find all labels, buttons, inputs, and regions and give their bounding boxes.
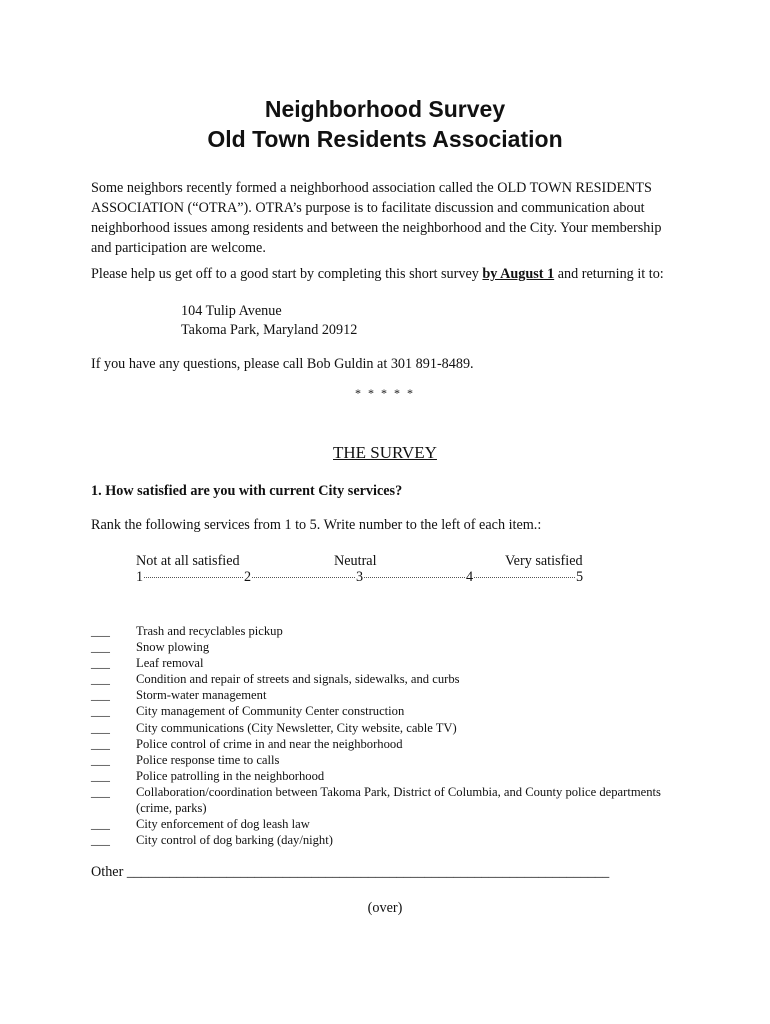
rank-blank[interactable]: ___ — [91, 624, 110, 638]
item-text: City communications (City Newsletter, City website, cable TV) — [136, 720, 457, 735]
address-line-1: 104 Tulip Avenue — [181, 303, 282, 319]
other-field[interactable]: Other ____________________________________________________________________ — [91, 864, 610, 880]
item-text: City control of dog barking (day/night) — [136, 833, 333, 848]
item-text: Police patrolling in the neighborhood — [136, 768, 325, 783]
request-text-after: and returning it to: — [554, 266, 664, 282]
item-text: Condition and repair of streets and signals, sidewalks, and curbs — [136, 672, 460, 687]
question-1: 1. How satisfied are you with current City services? — [91, 483, 403, 499]
list-item — [91, 639, 671, 655]
document-title: Neighborhood Survey — [264, 96, 506, 122]
list-item — [91, 623, 671, 639]
scale-number: 2 — [244, 569, 252, 585]
list-item — [91, 720, 671, 736]
item-text: Collaboration/coordination between Takoma Park, District of Columbia, and County police departments (crime, parks) — [136, 784, 661, 816]
scale-label-low: Not at all satisfied — [136, 553, 240, 569]
item-text: City management of Community Center construction — [136, 704, 405, 719]
item-text: Leaf removal — [136, 656, 204, 671]
address-line-2: Takoma Park, Maryland 20912 — [181, 322, 358, 338]
item-text: City enforcement of dog leash law — [136, 817, 310, 832]
list-item — [91, 832, 671, 848]
document-subtitle: Old Town Residents Association — [207, 126, 563, 152]
deadline-text: by August 1 — [482, 266, 555, 282]
list-item — [91, 655, 671, 671]
item-text: Storm-water management — [136, 688, 267, 703]
item-text: Police response time to calls — [136, 752, 280, 767]
scale-label-mid: Neutral — [334, 553, 377, 569]
request-paragraph — [91, 264, 681, 284]
list-item — [91, 752, 671, 768]
rank-blank[interactable]: ___ — [91, 688, 110, 703]
rank-blank[interactable]: ___ — [91, 656, 110, 671]
list-item — [91, 816, 671, 832]
rank-blank[interactable]: ___ — [91, 768, 110, 783]
item-text: Police control of crime in and near the neighborhood — [136, 736, 403, 751]
rank-blank[interactable]: ___ — [91, 833, 110, 848]
scale-number: 3 — [356, 569, 364, 585]
rank-blank[interactable]: ___ — [91, 704, 110, 719]
section-separator: * * * * * — [355, 386, 415, 400]
scale-number: 4 — [466, 569, 474, 585]
service-items-list — [91, 623, 671, 848]
list-item — [91, 736, 671, 752]
scale-number: 1 — [136, 569, 144, 585]
scale-label-high: Very satisfied — [505, 553, 583, 569]
rank-blank[interactable]: ___ — [91, 736, 110, 751]
request-text-before: Please help us get off to a good start by completing this short survey — [91, 266, 483, 282]
survey-heading: THE SURVEY — [333, 443, 437, 462]
item-text: Snow plowing — [136, 640, 210, 655]
list-item — [91, 671, 671, 687]
item-text: Trash and recyclables pickup — [136, 624, 283, 638]
rank-blank[interactable]: ___ — [91, 640, 110, 655]
contact-paragraph: If you have any questions, please call Bob Guldin at 301 891-8489. — [91, 356, 474, 372]
rank-blank[interactable]: ___ — [91, 752, 110, 767]
intro-paragraph: Some neighbors recently formed a neighborhood association called the OLD TOWN RESIDENTS ASSOCIATION (“OTRA”). OTRA’s purpose is to facilitate discussion and communication about neighborhood issues among residents and between the neighborhood and the City. Your membership and participation are welcome. — [91, 180, 662, 256]
rank-blank[interactable]: ___ — [91, 817, 110, 832]
list-item — [91, 703, 671, 719]
list-item — [91, 784, 671, 816]
list-item — [91, 687, 671, 703]
page-footer: (over) — [367, 900, 403, 916]
rank-blank[interactable]: ___ — [91, 784, 110, 799]
rank-blank[interactable]: ___ — [91, 672, 110, 687]
rank-instruction: Rank the following services from 1 to 5. Write number to the left of each item.: — [91, 517, 542, 533]
scale-number: 5 — [576, 569, 584, 585]
rank-blank[interactable]: ___ — [91, 720, 110, 735]
list-item — [91, 768, 671, 784]
